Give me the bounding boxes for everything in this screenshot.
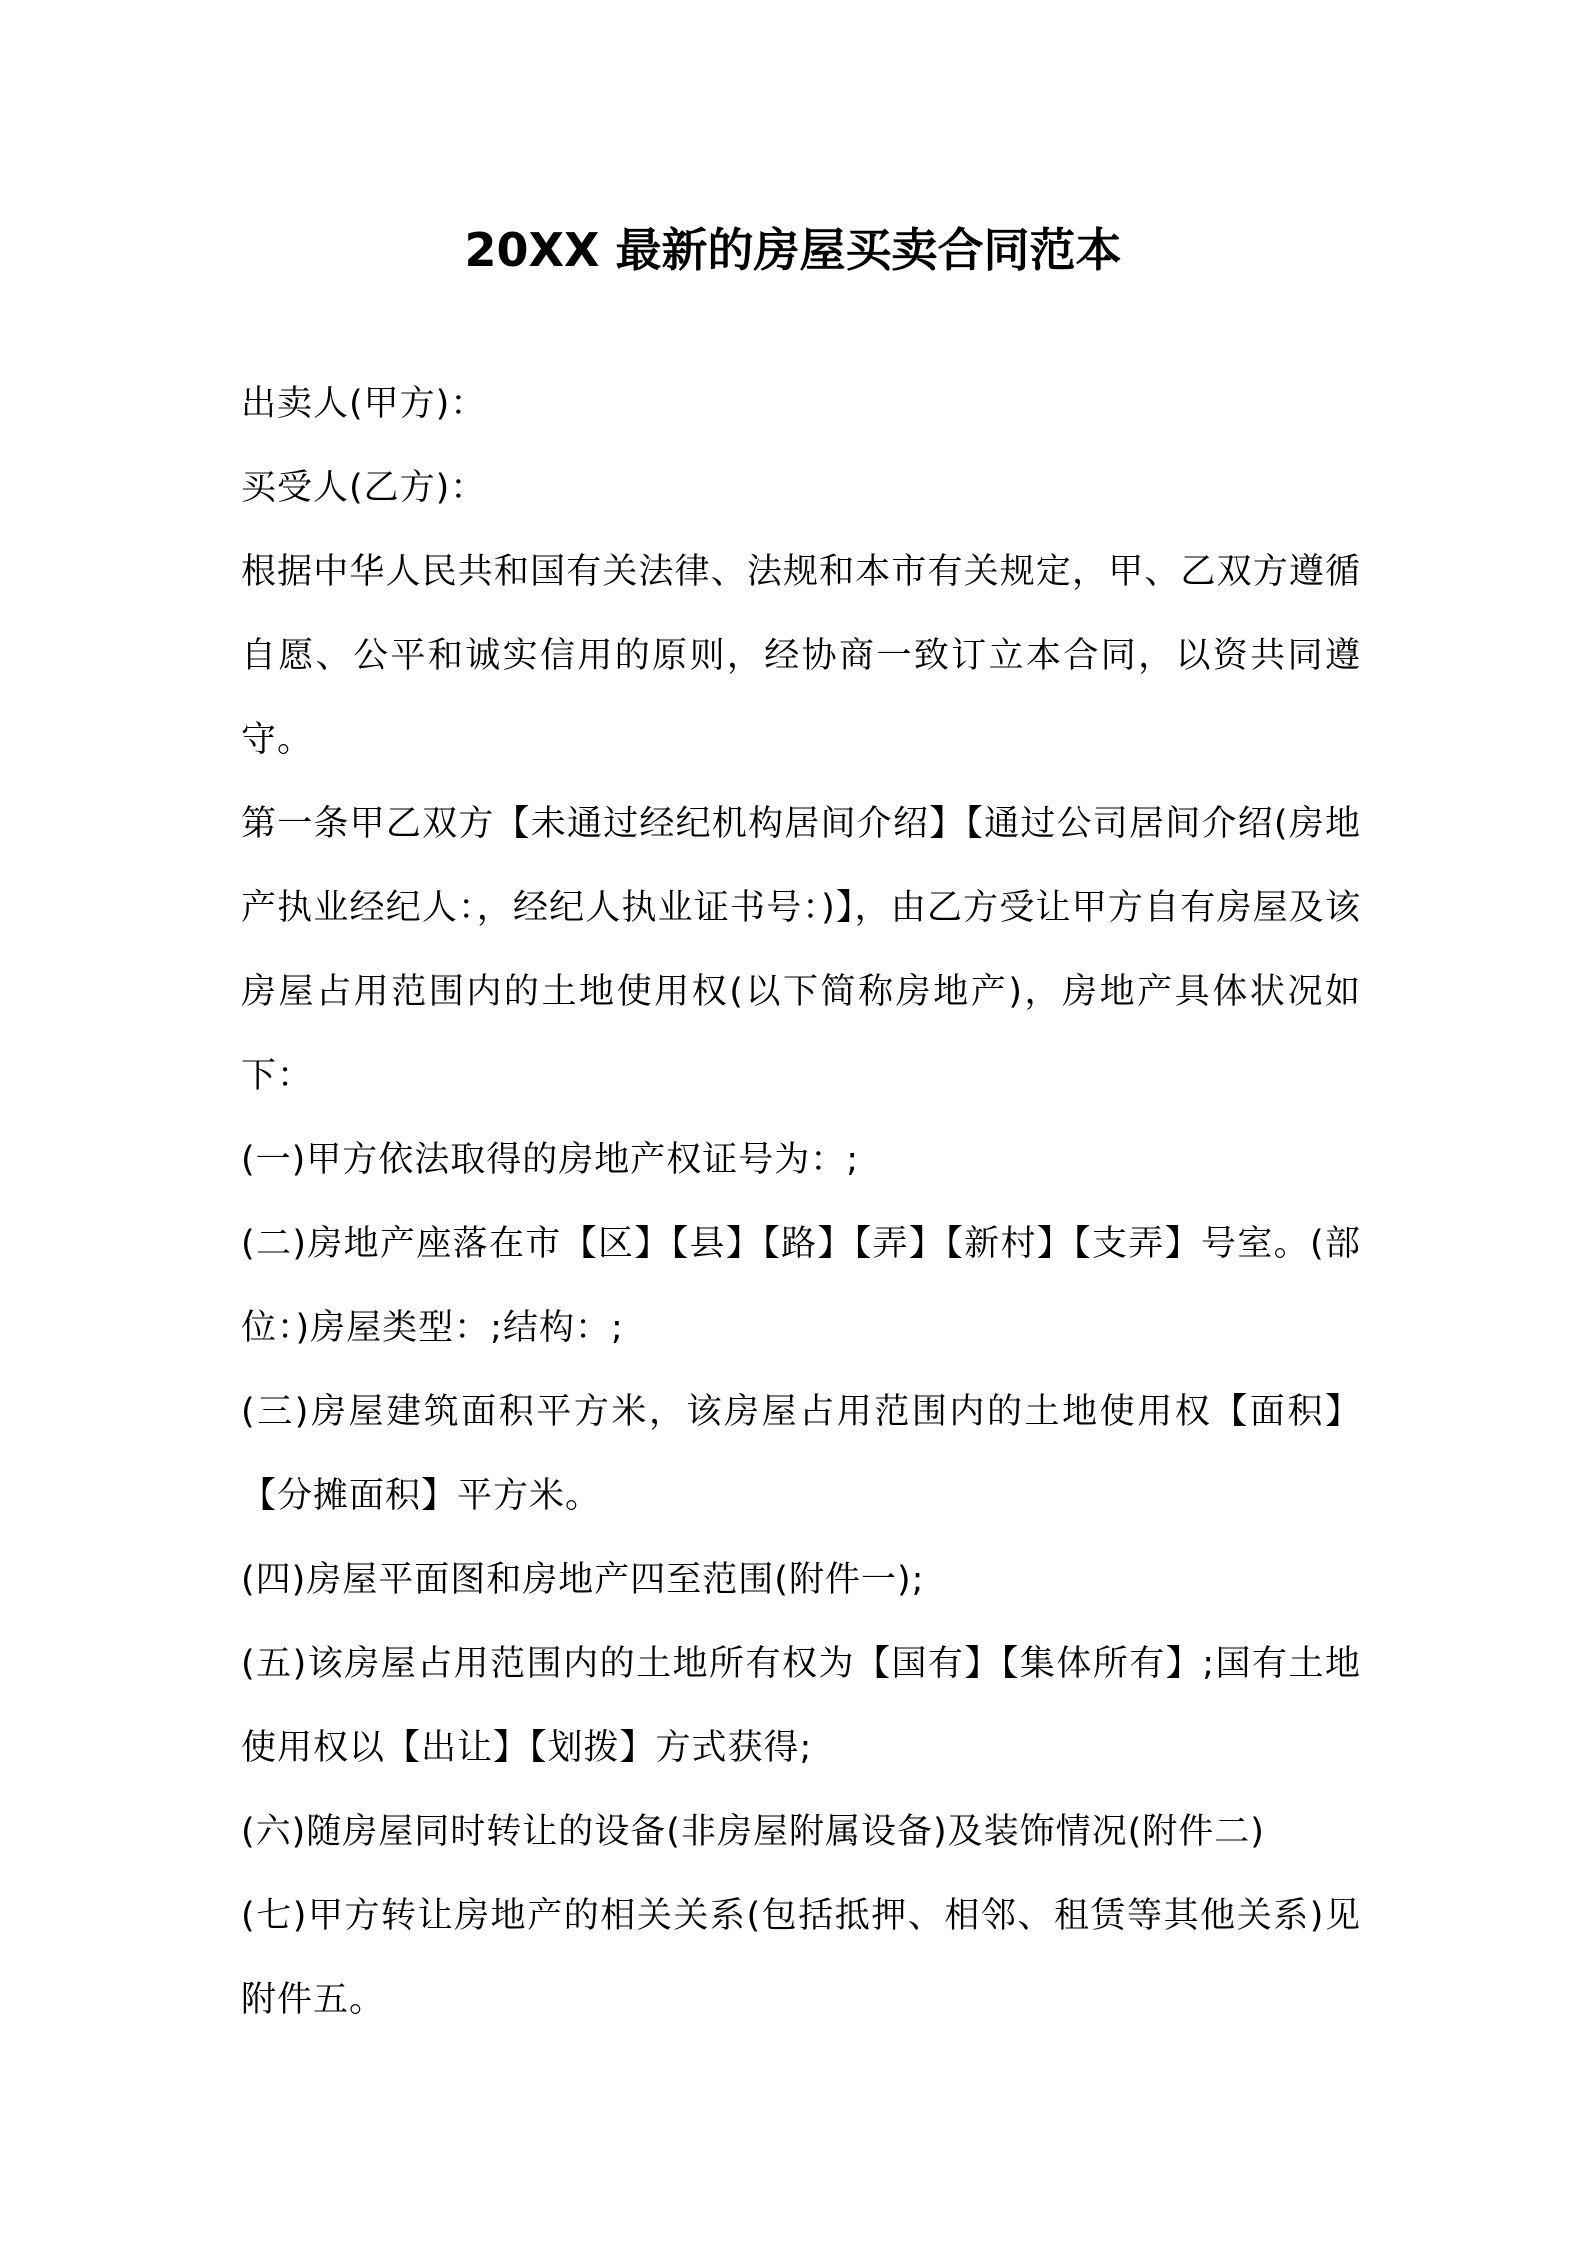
paragraph-item-3: (三)房屋建筑面积平方米，该房屋占用范围内的土地使用权【面积】【分摊面积】平方米。 [241, 1392, 1361, 1516]
paragraph-item-5: (五)该房屋占用范围内的土地所有权为【国有】【集体所有】;国有土地使用权以【出让】【划拨】方式获得; [241, 1644, 1361, 1768]
paragraph-preamble: 根据中华人民共和国有关法律、法规和本市有关规定，甲、乙双方遵循自愿、公平和诚实信用的原则，经协商一致订立本合同，以资共同遵守。 [241, 552, 1361, 760]
paragraph-item-7: (七)甲方转让房地产的相关关系(包括抵押、相邻、租赁等其他关系)见附件五。 [241, 1896, 1361, 2020]
paragraph-item-2: (二)房地产座落在市【区】【县】【路】【弄】【新村】【支弄】号室。(部位：)房屋类型：;结构：; [241, 1224, 1361, 1348]
document-body [241, 362, 1361, 2042]
document-title: 20XX 最新的房屋买卖合同范本 [464, 223, 1122, 277]
paragraph-item-4: (四)房屋平面图和房地产四至范围(附件一); [241, 1560, 925, 1600]
paragraph-item-1: (一)甲方依法取得的房地产权证号为：; [241, 1140, 860, 1180]
paragraph-article-one: 第一条甲乙双方【未通过经纪机构居间介绍】【通过公司居间介绍(房地产执业经纪人：，经纪人执业证书号：)】，由乙方受让甲方自有房屋及该房屋占用范围内的土地使用权(以下简称房地产)，房地产具体状况如下： [241, 804, 1361, 1096]
paragraph-buyer: 买受人(乙方)： [241, 468, 487, 508]
paragraph-seller: 出卖人(甲方)： [241, 384, 487, 424]
paragraph-item-6: (六)随房屋同时转让的设备(非房屋附属设备)及装饰情况(附件二) [241, 1812, 1265, 1852]
